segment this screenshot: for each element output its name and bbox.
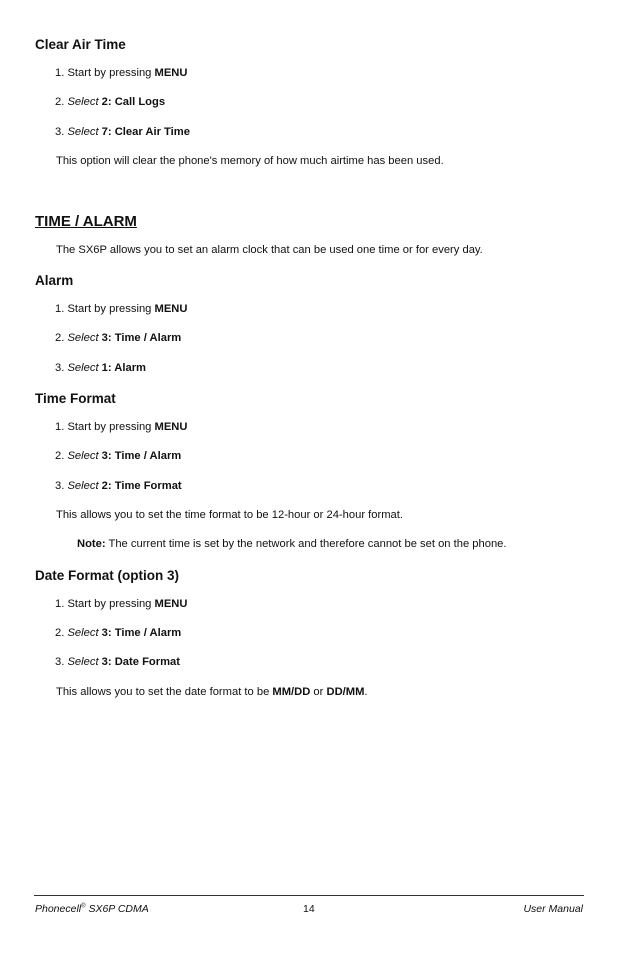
time-format-description: This allows you to set the time format to be 12-hour or 24-hour format. bbox=[56, 509, 403, 521]
step-date-format-1: 1. Start by pressing MENU bbox=[55, 598, 188, 610]
heading-time-format: Time Format bbox=[35, 391, 116, 406]
step-clear-air-3: 3. Select 7: Clear Air Time bbox=[55, 126, 190, 138]
step-time-format-1: 1. Start by pressing MENU bbox=[55, 421, 188, 433]
footer-divider bbox=[34, 895, 584, 896]
footer-page-number: 14 bbox=[303, 903, 315, 915]
step-clear-air-1: 1. Start by pressing MENU bbox=[55, 67, 188, 79]
step-alarm-3: 3. Select 1: Alarm bbox=[55, 362, 147, 374]
heading-alarm: Alarm bbox=[35, 273, 74, 288]
heading-date-format: Date Format (option 3) bbox=[35, 568, 179, 583]
step-alarm-1: 1. Start by pressing MENU bbox=[55, 303, 188, 315]
step-date-format-2: 2. Select 3: Time / Alarm bbox=[55, 627, 182, 639]
step-clear-air-2: 2. Select 2: Call Logs bbox=[55, 96, 166, 108]
step-alarm-2: 2. Select 3: Time / Alarm bbox=[55, 332, 182, 344]
time-format-note: Note: The current time is set by the network and therefore cannot be set on the phone. bbox=[77, 538, 507, 550]
clear-air-description: This option will clear the phone's memory of how much airtime has been used. bbox=[56, 155, 444, 167]
footer-product: Phonecell® SX6P CDMA bbox=[35, 903, 149, 915]
step-time-format-3: 3. Select 2: Time Format bbox=[55, 480, 182, 492]
heading-time-alarm: TIME / ALARM bbox=[35, 213, 137, 230]
step-time-format-2: 2. Select 3: Time / Alarm bbox=[55, 450, 182, 462]
step-date-format-3: 3. Select 3: Date Format bbox=[55, 656, 180, 668]
time-alarm-description: The SX6P allows you to set an alarm clock that can be used one time or for every day. bbox=[56, 244, 483, 256]
footer-manual-label: User Manual bbox=[523, 903, 583, 915]
date-format-description: This allows you to set the date format to be MM/DD or DD/MM. bbox=[56, 686, 368, 698]
heading-clear-air-time: Clear Air Time bbox=[35, 37, 126, 52]
